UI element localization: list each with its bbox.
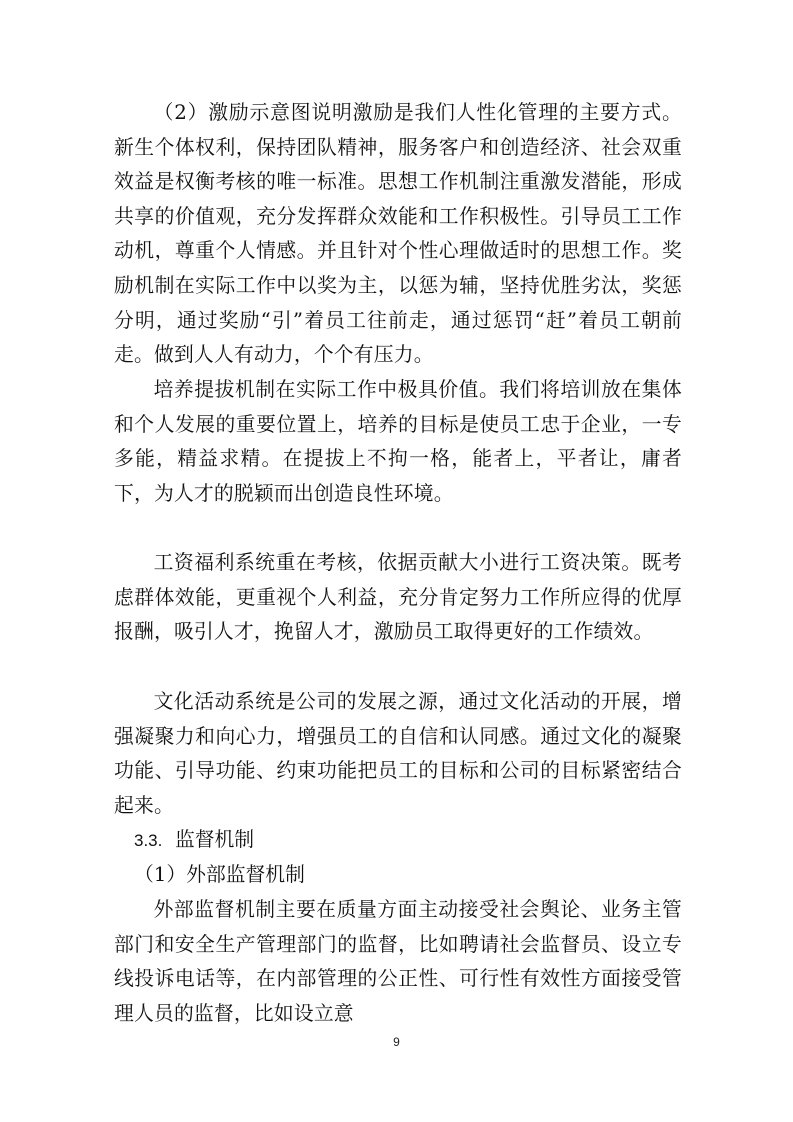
section-heading-title: 监督机制 bbox=[174, 828, 255, 851]
paragraph-cultural-activities: 文化活动系统是公司的发展之源，通过文化活动的开展，增强凝聚力和向心力，增强员工的自信和认同感。通过文化的凝聚功能、引导功能、约束功能把员工的目标和公司的目标紧密结合起来。 bbox=[114, 690, 682, 817]
section-heading bbox=[134, 823, 254, 859]
paragraph-salary-welfare: 工资福利系统重在考核，依据贡献大小进行工资决策。既考虑群体效能，更重视个人利益，充分肯定努力工作所应得的优厚报酬，吸引人才，挽留人才，激励员工取得更好的工作绩效。 bbox=[114, 551, 682, 644]
sub-heading-title: 外部监督机制 bbox=[186, 863, 305, 886]
sub-heading-number: （1） bbox=[134, 863, 187, 886]
paragraph-training-promotion: 培养提拔机制在实际工作中极具价值。我们将培训放在集体和个人发展的重要位置上，培养的目标是使员工忠于企业，一专多能，精益求精。在提拔上不拘一格，能者上，平者让，庸者下，为人才的脱颖而出创造良性环境。 bbox=[114, 378, 682, 505]
page-number: 9 bbox=[393, 1035, 400, 1049]
paragraph-external-supervision: 外部监督机制主要在质量方面主动接受社会舆论、业务主管部门和安全生产管理部门的监督，比如聘请社会监督员、设立专线投诉电话等，在内部管理的公正性、可行性有效性方面接受管理人员的监督，比如设立意 bbox=[114, 898, 682, 1025]
paragraph-incentive-diagram: （2）激励示意图说明激励是我们人性化管理的主要方式。新生个体权利，保持团队精神，服务客户和创造经济、社会双重效益是权衡考核的唯一标准。思想工作机制注重激发潜能，形成共享的价值观，充分发挥群众效能和工作积极性。引导员工工作动机，尊重个人情感。并且针对个性心理做适时的思想工作。奖励机制在实际工作中以奖为主，以惩为辅，坚持优胜劣汰，奖惩分明，通过奖励“引”着员工往前走，通过惩罚“赶”着员工朝前走。做到人人有动力，个个有压力。 bbox=[114, 101, 682, 367]
sub-heading bbox=[134, 858, 305, 893]
section-heading-number: 3.3. bbox=[134, 831, 163, 850]
